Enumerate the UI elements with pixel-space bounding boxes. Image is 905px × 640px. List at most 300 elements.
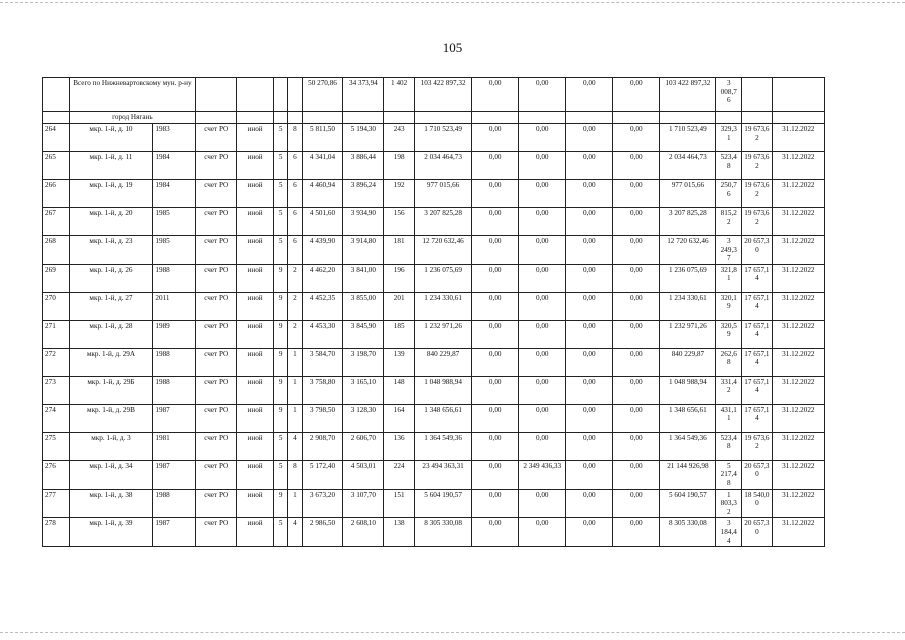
cell-unit: 523,4 8 — [716, 152, 742, 180]
cell-type: иной — [237, 348, 274, 376]
cell-total: 12 720 632,46 — [414, 236, 471, 265]
cell-fl: 9 — [273, 292, 287, 320]
cell-res: 224 — [384, 460, 415, 489]
cell-date: 31.12.2022 — [772, 152, 824, 180]
cell-res: 185 — [384, 320, 415, 348]
summary-value: 0,00 — [472, 78, 519, 112]
cell-n: 278 — [43, 518, 70, 547]
cell-z1: 0,00 — [472, 180, 519, 208]
cell-n: 270 — [43, 292, 70, 320]
table-row — [43, 292, 825, 320]
cell-type: иной — [237, 124, 274, 152]
cell-z1: 0,00 — [472, 432, 519, 460]
cell-addr: мкр. 1-й, д. 3 — [69, 432, 153, 460]
cell-z2: 0,00 — [519, 124, 566, 152]
cell-z2: 0,00 — [519, 208, 566, 236]
cell-type: иной — [237, 404, 274, 432]
table-row — [43, 180, 825, 208]
cell-res: 198 — [384, 152, 415, 180]
cell-z1: 0,00 — [472, 124, 519, 152]
cell-res: 201 — [384, 292, 415, 320]
cell-date: 31.12.2022 — [772, 236, 824, 265]
cell-total2: 1 348 656,61 — [660, 404, 716, 432]
cell-date: 31.12.2022 — [772, 320, 824, 348]
summary-value: 3 008,7 6 — [716, 78, 742, 112]
cell-res: 196 — [384, 264, 415, 292]
cell-acct: счет РО — [196, 489, 237, 518]
cell-type: иной — [237, 320, 274, 348]
cell-year: 1987 — [153, 518, 196, 547]
cell-n: 277 — [43, 489, 70, 518]
cell-total: 1 232 971,26 — [414, 320, 471, 348]
cell-z3: 0,00 — [566, 236, 613, 265]
cell-total2: 1 234 330,61 — [660, 292, 716, 320]
cell-z4: 0,00 — [613, 292, 660, 320]
cell-n: 269 — [43, 264, 70, 292]
cell-fl: 5 — [273, 236, 287, 265]
table-row — [43, 264, 825, 292]
cell-a2: 5 194,30 — [343, 124, 384, 152]
cell-addr: мкр. 1-й, д. 34 — [69, 460, 153, 489]
cell-total2: 977 015,66 — [660, 180, 716, 208]
cell-z1: 0,00 — [472, 460, 519, 489]
cell-z4: 0,00 — [613, 208, 660, 236]
cell-n: 272 — [43, 348, 70, 376]
cell-lim: 19 673,6 2 — [742, 124, 773, 152]
cell-en: 1 — [288, 489, 302, 518]
cell-acct: счет РО — [196, 180, 237, 208]
cell-n: 267 — [43, 208, 70, 236]
cell-a2: 3 886,44 — [343, 152, 384, 180]
cell-n: 276 — [43, 460, 70, 489]
cell-n: 273 — [43, 376, 70, 404]
cell-z2: 0,00 — [519, 152, 566, 180]
cell-z3: 0,00 — [566, 292, 613, 320]
cell-en: 6 — [288, 236, 302, 265]
cell-total2: 2 034 464,73 — [660, 152, 716, 180]
cell-addr: мкр. 1-й, д. 26 — [69, 264, 153, 292]
table-row — [43, 124, 825, 152]
cell-total: 1 364 549,36 — [414, 432, 471, 460]
cell-a2: 3 165,10 — [343, 376, 384, 404]
cell-total2: 840 229,87 — [660, 348, 716, 376]
cell-fl: 5 — [273, 208, 287, 236]
cell-year: 1985 — [153, 208, 196, 236]
cell-lim: 19 673,6 2 — [742, 208, 773, 236]
cell-z1: 0,00 — [472, 264, 519, 292]
scan-top-edge — [0, 2, 905, 3]
cell-addr: мкр. 1-й, д. 19 — [69, 180, 153, 208]
cell-a1: 3 584,70 — [302, 348, 343, 376]
cell-a2: 3 845,90 — [343, 320, 384, 348]
cell-z1: 0,00 — [472, 404, 519, 432]
table-row — [43, 208, 825, 236]
cell-date: 31.12.2022 — [772, 376, 824, 404]
table-row — [43, 489, 825, 518]
cell-year: 1989 — [153, 320, 196, 348]
cell-fl: 9 — [273, 264, 287, 292]
cell-z2: 0,00 — [519, 292, 566, 320]
cell-unit: 262,6 8 — [716, 348, 742, 376]
cell-acct: счет РО — [196, 460, 237, 489]
cell-unit: 3 184,4 4 — [716, 518, 742, 547]
cell-total: 1 236 075,69 — [414, 264, 471, 292]
cell-a2: 4 503,01 — [343, 460, 384, 489]
cell-fl: 9 — [273, 348, 287, 376]
summary-label: Всего по Нижневартовскому мун. р-ну — [69, 78, 196, 112]
cell-res: 136 — [384, 432, 415, 460]
cell-en: 4 — [288, 432, 302, 460]
cell-year: 1988 — [153, 348, 196, 376]
cell-fl: 5 — [273, 432, 287, 460]
cell-date: 31.12.2022 — [772, 264, 824, 292]
cell-n: 265 — [43, 152, 70, 180]
city-header-row — [43, 112, 825, 124]
cell-en: 8 — [288, 460, 302, 489]
cell-year: 1983 — [153, 124, 196, 152]
cell-en: 2 — [288, 320, 302, 348]
cell-fl: 5 — [273, 124, 287, 152]
cell-en: 6 — [288, 152, 302, 180]
cell-n: 268 — [43, 236, 70, 265]
cell-en: 6 — [288, 180, 302, 208]
cell-unit: 320,1 9 — [716, 292, 742, 320]
cell-z4: 0,00 — [613, 518, 660, 547]
cell-z2: 0,00 — [519, 404, 566, 432]
cell-acct: счет РО — [196, 404, 237, 432]
cell-date: 31.12.2022 — [772, 348, 824, 376]
cell-res: 151 — [384, 489, 415, 518]
cell-z2: 0,00 — [519, 348, 566, 376]
table-row — [43, 432, 825, 460]
cell-fl: 9 — [273, 376, 287, 404]
cell-res: 138 — [384, 518, 415, 547]
cell-z2: 0,00 — [519, 376, 566, 404]
cell-fl: 5 — [273, 460, 287, 489]
cell-res: 164 — [384, 404, 415, 432]
cell-en: 4 — [288, 518, 302, 547]
cell-acct: счет РО — [196, 236, 237, 265]
cell-unit: 320,5 9 — [716, 320, 742, 348]
cell-total2: 1 048 988,94 — [660, 376, 716, 404]
cell-type: иной — [237, 489, 274, 518]
cell-z3: 0,00 — [566, 404, 613, 432]
cell-year: 1988 — [153, 489, 196, 518]
cell-year: 1981 — [153, 432, 196, 460]
cell-unit: 523,4 8 — [716, 432, 742, 460]
cell-z3: 0,00 — [566, 152, 613, 180]
cell-n: 275 — [43, 432, 70, 460]
cell-res: 243 — [384, 124, 415, 152]
table-row — [43, 348, 825, 376]
cell-type: иной — [237, 208, 274, 236]
summary-value: 103 422 897,32 — [660, 78, 716, 112]
cell-fl: 5 — [273, 518, 287, 547]
cell-z2: 0,00 — [519, 320, 566, 348]
cell-total2: 3 207 825,28 — [660, 208, 716, 236]
cell-total2: 8 305 330,08 — [660, 518, 716, 547]
cell-year: 1988 — [153, 376, 196, 404]
cell-z1: 0,00 — [472, 348, 519, 376]
cell-total: 1 048 988,94 — [414, 376, 471, 404]
cell-a1: 3 798,50 — [302, 404, 343, 432]
cell-a2: 3 107,70 — [343, 489, 384, 518]
cell-unit: 3 249,3 7 — [716, 236, 742, 265]
cell-fl: 9 — [273, 404, 287, 432]
cell-year: 1987 — [153, 404, 196, 432]
cell-a1: 4 453,30 — [302, 320, 343, 348]
cell-z3: 0,00 — [566, 180, 613, 208]
cell-date: 31.12.2022 — [772, 518, 824, 547]
cell-a1: 4 462,20 — [302, 264, 343, 292]
cell-z4: 0,00 — [613, 460, 660, 489]
cell-a1: 4 460,94 — [302, 180, 343, 208]
cell-type: иной — [237, 460, 274, 489]
cell-total: 3 207 825,28 — [414, 208, 471, 236]
cell-unit: 5 217,4 8 — [716, 460, 742, 489]
cell-year: 2011 — [153, 292, 196, 320]
cell-lim: 17 657,1 4 — [742, 292, 773, 320]
cell-date: 31.12.2022 — [772, 460, 824, 489]
cell-a2: 2 608,10 — [343, 518, 384, 547]
cell-a2: 3 855,00 — [343, 292, 384, 320]
cell-year: 1984 — [153, 180, 196, 208]
cell-total: 840 229,87 — [414, 348, 471, 376]
cell-a2: 3 128,30 — [343, 404, 384, 432]
cell-type: иной — [237, 376, 274, 404]
cell-addr: мкр. 1-й, д. 39 — [69, 518, 153, 547]
cell-z4: 0,00 — [613, 124, 660, 152]
cell-lim: 17 657,1 4 — [742, 348, 773, 376]
cell-acct: счет РО — [196, 348, 237, 376]
cell-z1: 0,00 — [472, 489, 519, 518]
cell-date: 31.12.2022 — [772, 124, 824, 152]
cell-type: иной — [237, 180, 274, 208]
cell-lim: 19 673,6 2 — [742, 432, 773, 460]
cell-z3: 0,00 — [566, 264, 613, 292]
cell-type: иной — [237, 236, 274, 265]
cell-acct: счет РО — [196, 432, 237, 460]
summary-value: 50 270,86 — [302, 78, 343, 112]
cell-z1: 0,00 — [472, 320, 519, 348]
cell-z3: 0,00 — [566, 208, 613, 236]
cell-total: 8 305 330,08 — [414, 518, 471, 547]
cell-z3: 0,00 — [566, 348, 613, 376]
cell-res: 181 — [384, 236, 415, 265]
cell-lim: 17 657,1 4 — [742, 264, 773, 292]
cell-z3: 0,00 — [566, 124, 613, 152]
cell-type: иной — [237, 152, 274, 180]
cell-fl: 9 — [273, 320, 287, 348]
cell-total: 1 234 330,61 — [414, 292, 471, 320]
cell-addr: мкр. 1-й, д. 29А — [69, 348, 153, 376]
cell-date: 31.12.2022 — [772, 432, 824, 460]
cell-lim: 17 657,1 4 — [742, 404, 773, 432]
cell-z1: 0,00 — [472, 376, 519, 404]
cell-unit: 431,1 1 — [716, 404, 742, 432]
cell-fl: 9 — [273, 489, 287, 518]
housing-register-table — [42, 77, 825, 547]
cell-a1: 4 341,04 — [302, 152, 343, 180]
cell-acct: счет РО — [196, 518, 237, 547]
cell-addr: мкр. 1-й, д. 10 — [69, 124, 153, 152]
table-row — [43, 518, 825, 547]
cell-year: 1985 — [153, 236, 196, 265]
cell-unit: 1 803,3 2 — [716, 489, 742, 518]
cell-date: 31.12.2022 — [772, 489, 824, 518]
cell-addr: мкр. 1-й, д. 11 — [69, 152, 153, 180]
summary-value: 34 373,94 — [343, 78, 384, 112]
cell-acct: счет РО — [196, 152, 237, 180]
cell-res: 156 — [384, 208, 415, 236]
cell-type: иной — [237, 432, 274, 460]
cell-z2: 0,00 — [519, 180, 566, 208]
cell-fl: 5 — [273, 180, 287, 208]
cell-acct: счет РО — [196, 376, 237, 404]
table-row — [43, 404, 825, 432]
cell-total: 1 710 523,49 — [414, 124, 471, 152]
cell-z1: 0,00 — [472, 208, 519, 236]
cell-z4: 0,00 — [613, 348, 660, 376]
cell-z2: 2 349 436,33 — [519, 460, 566, 489]
cell-lim: 20 657,3 0 — [742, 236, 773, 265]
cell-type: иной — [237, 518, 274, 547]
cell-addr: мкр. 1-й, д. 23 — [69, 236, 153, 265]
cell-z3: 0,00 — [566, 460, 613, 489]
cell-addr: мкр. 1-й, д. 28 — [69, 320, 153, 348]
cell-lim: 17 657,1 4 — [742, 376, 773, 404]
cell-lim: 17 657,1 4 — [742, 320, 773, 348]
cell-z2: 0,00 — [519, 518, 566, 547]
cell-z2: 0,00 — [519, 236, 566, 265]
cell-z4: 0,00 — [613, 236, 660, 265]
cell-z2: 0,00 — [519, 432, 566, 460]
cell-addr: мкр. 1-й, д. 29Б — [69, 376, 153, 404]
table-row — [43, 376, 825, 404]
cell-a1: 4 452,35 — [302, 292, 343, 320]
cell-en: 6 — [288, 208, 302, 236]
cell-acct: счет РО — [196, 124, 237, 152]
cell-total2: 21 144 926,98 — [660, 460, 716, 489]
cell-a1: 4 501,60 — [302, 208, 343, 236]
summary-value: 103 422 897,32 — [414, 78, 471, 112]
cell-acct: счет РО — [196, 292, 237, 320]
summary-value: 0,00 — [613, 78, 660, 112]
cell-z3: 0,00 — [566, 320, 613, 348]
cell-a1: 3 673,20 — [302, 489, 343, 518]
cell-z4: 0,00 — [613, 264, 660, 292]
page-number: 105 — [442, 40, 463, 55]
cell-date: 31.12.2022 — [772, 404, 824, 432]
cell-a2: 3 934,90 — [343, 208, 384, 236]
cell-date: 31.12.2022 — [772, 292, 824, 320]
cell-a1: 2 986,50 — [302, 518, 343, 547]
cell-addr: мкр. 1-й, д. 27 — [69, 292, 153, 320]
cell-n: 271 — [43, 320, 70, 348]
summary-value: 1 402 — [384, 78, 415, 112]
cell-res: 192 — [384, 180, 415, 208]
summary-row — [43, 78, 825, 112]
cell-unit: 815,2 2 — [716, 208, 742, 236]
cell-total2: 5 604 190,57 — [660, 489, 716, 518]
cell-unit: 331,4 2 — [716, 376, 742, 404]
cell-a1: 2 908,70 — [302, 432, 343, 460]
cell-n: 264 — [43, 124, 70, 152]
cell-year: 1988 — [153, 264, 196, 292]
cell-z1: 0,00 — [472, 292, 519, 320]
cell-a1: 5 811,50 — [302, 124, 343, 152]
cell-lim: 19 673,6 2 — [742, 152, 773, 180]
cell-n: 274 — [43, 404, 70, 432]
cell-addr: мкр. 1-й, д. 20 — [69, 208, 153, 236]
cell-fl: 5 — [273, 152, 287, 180]
cell-en: 1 — [288, 348, 302, 376]
cell-total2: 1 364 549,36 — [660, 432, 716, 460]
cell-a2: 3 841,00 — [343, 264, 384, 292]
cell-lim: 20 657,3 0 — [742, 460, 773, 489]
cell-total: 2 034 464,73 — [414, 152, 471, 180]
cell-lim: 18 540,0 0 — [742, 489, 773, 518]
cell-en: 2 — [288, 292, 302, 320]
cell-z3: 0,00 — [566, 432, 613, 460]
cell-addr: мкр. 1-й, д. 29В — [69, 404, 153, 432]
cell-z4: 0,00 — [613, 152, 660, 180]
cell-acct: счет РО — [196, 320, 237, 348]
cell-lim: 20 657,3 0 — [742, 518, 773, 547]
table-row — [43, 152, 825, 180]
cell-en: 1 — [288, 404, 302, 432]
cell-z4: 0,00 — [613, 404, 660, 432]
cell-res: 139 — [384, 348, 415, 376]
cell-z3: 0,00 — [566, 376, 613, 404]
cell-z1: 0,00 — [472, 518, 519, 547]
city-header: город Нягань — [69, 112, 196, 124]
cell-a2: 2 606,70 — [343, 432, 384, 460]
cell-total: 23 494 363,31 — [414, 460, 471, 489]
cell-acct: счет РО — [196, 208, 237, 236]
cell-unit: 329,3 1 — [716, 124, 742, 152]
cell-z2: 0,00 — [519, 489, 566, 518]
cell-a1: 3 758,80 — [302, 376, 343, 404]
cell-z4: 0,00 — [613, 376, 660, 404]
table-row — [43, 320, 825, 348]
cell-unit: 250,7 6 — [716, 180, 742, 208]
cell-date: 31.12.2022 — [772, 208, 824, 236]
cell-en: 1 — [288, 376, 302, 404]
summary-value: 0,00 — [566, 78, 613, 112]
cell-year: 1987 — [153, 460, 196, 489]
table-row — [43, 460, 825, 489]
cell-total: 5 604 190,57 — [414, 489, 471, 518]
cell-date: 31.12.2022 — [772, 180, 824, 208]
cell-total2: 1 232 971,26 — [660, 320, 716, 348]
cell-addr: мкр. 1-й, д. 38 — [69, 489, 153, 518]
cell-total2: 12 720 632,46 — [660, 236, 716, 265]
cell-z4: 0,00 — [613, 489, 660, 518]
cell-total: 1 348 656,61 — [414, 404, 471, 432]
cell-type: иной — [237, 292, 274, 320]
cell-lim: 19 673,6 2 — [742, 180, 773, 208]
cell-z4: 0,00 — [613, 320, 660, 348]
cell-a2: 3 198,70 — [343, 348, 384, 376]
cell-z4: 0,00 — [613, 432, 660, 460]
cell-z3: 0,00 — [566, 518, 613, 547]
cell-en: 2 — [288, 264, 302, 292]
cell-en: 8 — [288, 124, 302, 152]
cell-total: 977 015,66 — [414, 180, 471, 208]
cell-z1: 0,00 — [472, 236, 519, 265]
cell-acct: счет РО — [196, 264, 237, 292]
